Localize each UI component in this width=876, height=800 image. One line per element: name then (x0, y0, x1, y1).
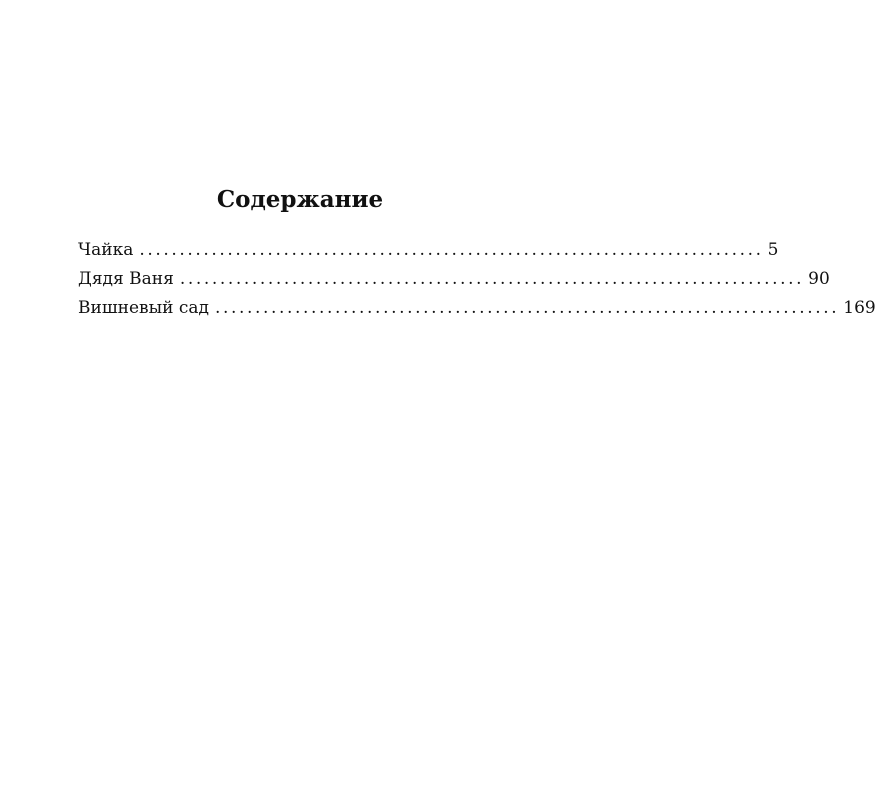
toc-entry (78, 265, 830, 294)
dot-leader: .............................................................................. (214, 298, 840, 318)
contents-heading: Содержание (216, 186, 384, 213)
toc-entry (78, 294, 876, 323)
toc-page-number: 169 (843, 298, 876, 318)
toc-entry-title: Дядя Ваня (78, 269, 174, 289)
toc-entry-title: Чайка (78, 240, 134, 260)
toc-page-number: 5 (767, 240, 779, 260)
dot-leader: .............................................................................. (179, 269, 805, 289)
toc-page-number: 90 (808, 269, 830, 289)
dot-leader: .............................................................................. (139, 240, 764, 260)
toc-entry (78, 236, 779, 265)
toc-list (78, 236, 876, 323)
toc-entry-title: Вишневый сад (78, 298, 209, 318)
